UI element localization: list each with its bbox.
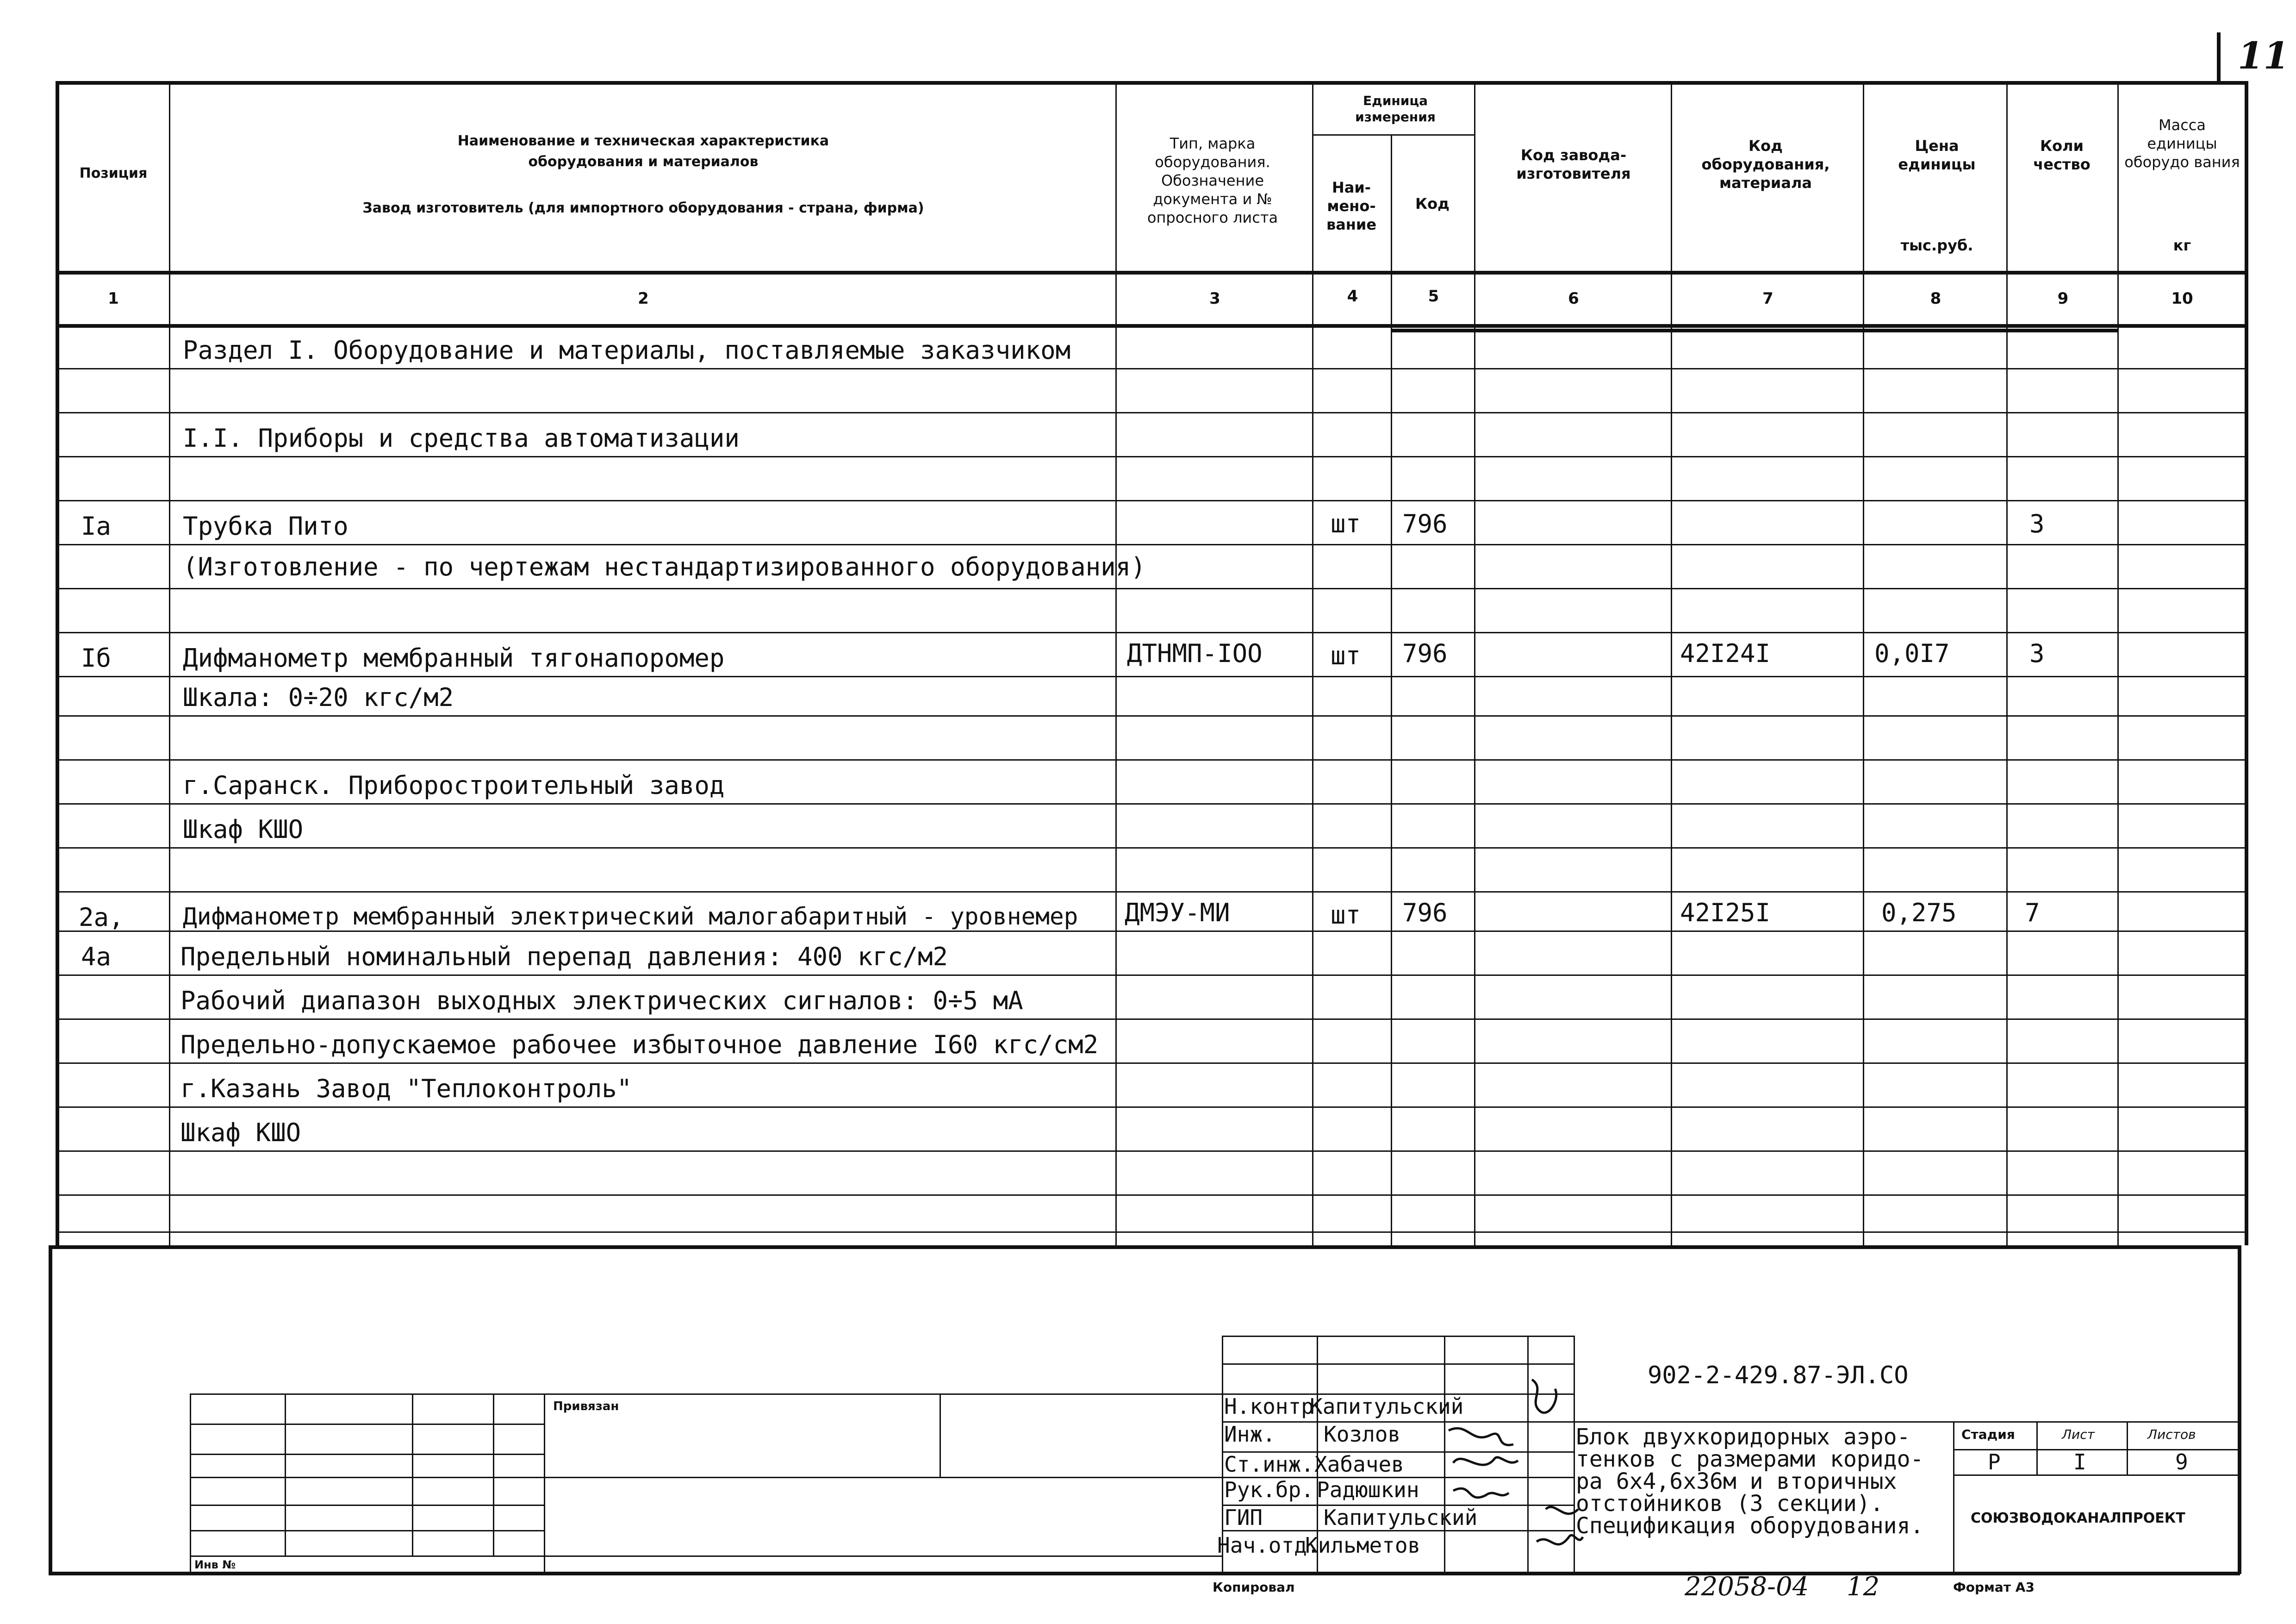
- header-name-line1: Наименование и техническая характеристика: [457, 133, 829, 150]
- archive-number: 22058-04: [1685, 1572, 1809, 1602]
- header-type: Тип, марка оборудования. Обозначение документа и № опросного листа: [1147, 135, 1278, 226]
- role-gip: ГИП: [1224, 1505, 1263, 1530]
- row3-unit: шт: [1331, 900, 1361, 930]
- sheet-mark: 11: [2238, 34, 2290, 77]
- section-title: Раздел I. Оборудование и материалы, поставляемые заказчиком: [183, 336, 1071, 365]
- title-line-2: тенков с размерами коридо-: [1576, 1446, 1924, 1472]
- row2-quantity: 3: [2029, 639, 2045, 668]
- row3-line2: Рабочий диапазон выходных электрических сигналов: 0÷5 мА: [180, 986, 1023, 1015]
- header-price: Цена единицы: [1898, 137, 1976, 173]
- organization: СОЮЗВОДОКАНАЛПРОЕКТ: [1971, 1510, 2185, 1526]
- header-unit-code: Код: [1415, 195, 1450, 212]
- name-stinzh: Хабачев: [1314, 1452, 1404, 1477]
- document-code: 902-2-429.87-ЭЛ.СО: [1648, 1362, 1909, 1389]
- binding-label: Привязан: [553, 1399, 619, 1413]
- format-label: Формат А3: [1953, 1580, 2035, 1595]
- header-mass-unit: кг: [2173, 237, 2191, 254]
- row3-position-a: 2а,: [79, 903, 124, 932]
- header-name-line2: оборудования и материалов: [528, 154, 759, 170]
- row2-material-code: 42I24I: [1680, 639, 1771, 668]
- title-line-4: отстойников (3 секции).: [1576, 1491, 1884, 1517]
- title-line-1: Блок двухкоридорных аэро-: [1576, 1424, 1910, 1450]
- header-material-code: Код оборудования, материала: [1701, 137, 1830, 192]
- colnum-1: 1: [108, 289, 119, 308]
- sheets-value: 9: [2175, 1449, 2188, 1474]
- row3-name: Дифманометр мембранный электрический малогабаритный - уровнемер: [183, 903, 1078, 931]
- name-inzh: Козлов: [1324, 1422, 1401, 1447]
- row3-quantity: 7: [2025, 898, 2040, 927]
- role-inzh: Инж.: [1224, 1422, 1276, 1447]
- colnum-3: 3: [1209, 289, 1220, 308]
- row3-line1: Предельный номинальный перепад давления: 400 кгс/м2: [180, 942, 948, 971]
- sheets-label: Листов: [2147, 1427, 2196, 1442]
- inventory-label: Инв №: [194, 1558, 236, 1571]
- header-price-unit: тыс.руб.: [1900, 237, 1973, 254]
- role-nachotd: Нач.отд.: [1217, 1533, 1320, 1558]
- name-nkontr: Капитульский: [1310, 1394, 1464, 1419]
- role-nkontr: Н.контр: [1224, 1394, 1314, 1419]
- colnum-6: 6: [1568, 289, 1579, 308]
- colnum-8: 8: [1930, 289, 1941, 308]
- row1-name: Трубка Пито: [183, 512, 348, 541]
- name-rukbr: Радюшкин: [1317, 1477, 1419, 1502]
- row3-material-code: 42I25I: [1680, 898, 1771, 927]
- stage-label: Стадия: [1961, 1427, 2015, 1442]
- header-quantity: Коли чество: [2033, 137, 2091, 173]
- stage-value: Р: [1988, 1449, 2001, 1474]
- sheet-value: I: [2073, 1449, 2086, 1474]
- header-unit-group: Единица измерения: [1355, 93, 1436, 125]
- colnum-4: 4: [1347, 287, 1358, 306]
- row2-unit: шт: [1331, 641, 1361, 670]
- row2-plant: г.Саранск. Приборостроительный завод: [183, 771, 725, 800]
- colnum-9: 9: [2057, 289, 2069, 308]
- row1-unit-code: 796: [1402, 509, 1448, 538]
- row3-price: 0,275: [1881, 898, 1957, 927]
- page-number: 12: [1847, 1572, 1880, 1602]
- title-line-3: ра 6х4,6х36м и вторичных: [1576, 1468, 1897, 1494]
- colnum-7: 7: [1762, 289, 1773, 308]
- row1-note: (Изготовление - по чертежам нестандартизированного оборудования): [183, 552, 1146, 581]
- row3-position-b: 4а: [81, 942, 112, 971]
- name-nachotd: Кильметов: [1305, 1533, 1421, 1558]
- title-line-5: Спецификация оборудования.: [1576, 1513, 1924, 1539]
- header-unit-name: Наи-мено-вание: [1326, 179, 1377, 233]
- copied-label: Копировал: [1213, 1580, 1295, 1595]
- colnum-2: 2: [638, 289, 649, 308]
- name-gip: Капитульский: [1324, 1505, 1478, 1530]
- row3-type: ДМЭУ-МИ: [1125, 898, 1230, 927]
- row2-type: ДТНМП-IОО: [1127, 639, 1263, 668]
- row2-price: 0,0I7: [1874, 639, 1950, 668]
- row3-unit-code: 796: [1402, 898, 1448, 927]
- row2-scale: Шкала: 0÷20 кгс/м2: [183, 683, 454, 712]
- signature-marks: [1439, 1370, 1587, 1565]
- row1-position: Iа: [81, 512, 112, 541]
- subsection-title: I.I. Приборы и средства автоматизации: [183, 424, 740, 453]
- row3-line3: Предельно-допускаемое рабочее избыточное давление I60 кгс/см2: [180, 1030, 1099, 1059]
- row2-name: Дифманометр мембранный тягонапоромер: [183, 643, 725, 673]
- header-name-line3: Завод изготовитель (для импортного оборудования - страна, фирма): [362, 200, 924, 217]
- row1-unit: шт: [1331, 509, 1361, 538]
- row1-quantity: 3: [2029, 509, 2045, 538]
- header-position: Позиция: [79, 165, 148, 182]
- row2-cabinet: Шкаф КШО: [183, 815, 304, 844]
- row2-unit-code: 796: [1402, 639, 1448, 668]
- role-rukbr: Рук.бр.: [1224, 1477, 1314, 1502]
- header-mass: Масса единицы оборудо вания: [2124, 116, 2240, 171]
- row2-position: Iб: [81, 643, 112, 673]
- row3-line5: Шкаф КШО: [180, 1118, 301, 1147]
- role-stinzh: Ст.инж.: [1224, 1452, 1314, 1477]
- colnum-10: 10: [2171, 289, 2193, 308]
- row3-line4: г.Казань Завод "Теплоконтроль": [180, 1074, 632, 1103]
- colnum-5: 5: [1428, 287, 1439, 306]
- header-plant-code: Код завода-изготовителя: [1516, 146, 1631, 182]
- sheet-label: Лист: [2062, 1427, 2095, 1442]
